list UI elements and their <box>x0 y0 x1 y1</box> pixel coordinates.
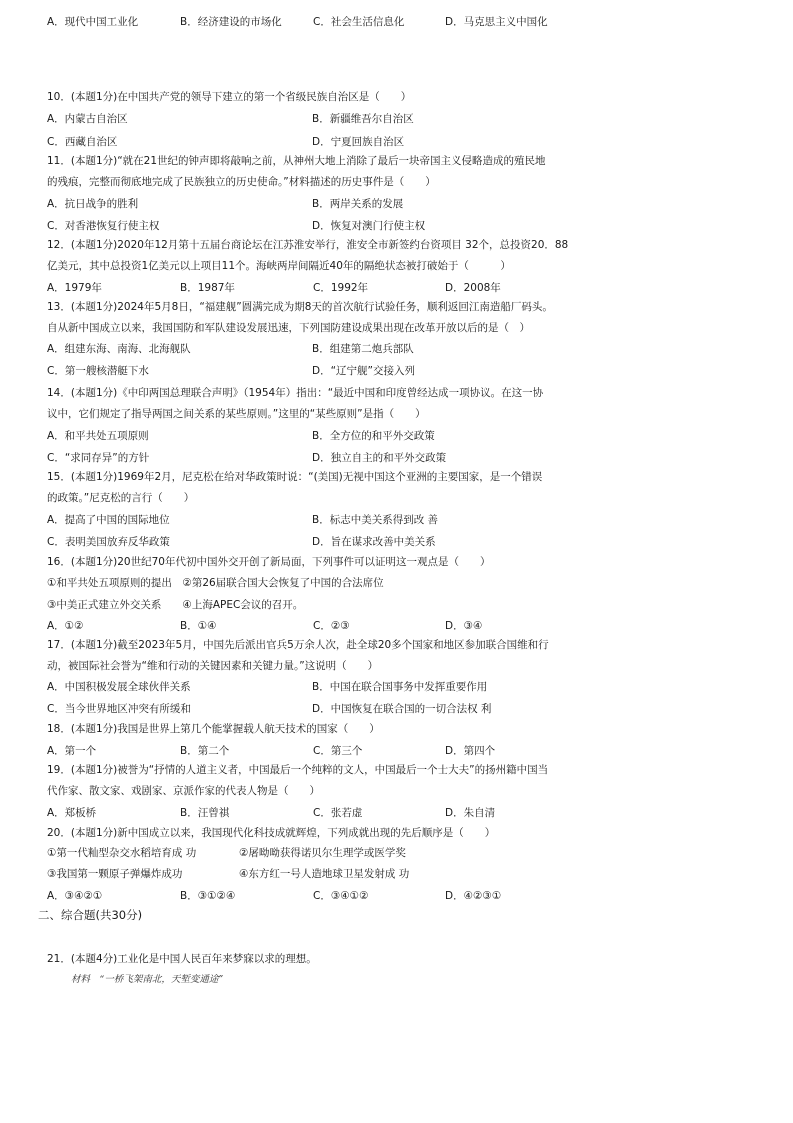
option-d: D．2008年 <box>445 282 501 294</box>
q20-item-1: ①第一代籼型杂交水稻培育成 功 <box>47 847 197 859</box>
option-c: C．当今世界地区冲突有所缓和 <box>47 703 191 715</box>
q15-stem-line1: 15．(本题1分)1969年2月，尼克松在给对华政策时说：“(美国)无视中国这个亚洲的主要国家，是一个错误 <box>47 471 543 483</box>
q20-stem: 20．(本题1分)新中国成立以来，我国现代化科技成就辉煌，下列成就出现的先后顺序是（ ） <box>47 827 496 839</box>
option-a: A．内蒙古自治区 <box>47 113 128 125</box>
option-b: B．汪曾祺 <box>180 807 230 819</box>
q14-options-row2 <box>47 451 747 465</box>
option-b: B．标志中美关系得到改 善 <box>312 514 439 526</box>
q16-item-line1: ①和平共处五项原则的提出 ②第26届联合国大会恢复了中国的合法席位 <box>47 577 384 589</box>
q16-item-line2: ③中美正式建立外交关系 ④上海APEC会议的召开。 <box>47 599 304 611</box>
q11-options-row2 <box>47 219 747 233</box>
option-a: A．抗日战争的胜利 <box>47 198 139 210</box>
q18-options <box>47 744 747 758</box>
q14-options-row1 <box>47 429 747 443</box>
option-d: D．朱自清 <box>445 807 496 819</box>
q13-stem-line1: 13．(本题1分)2024年5月8日，“福建舰”圆满完成为期8天的首次航行试验任务，顺利返回江南造船厂码头。 <box>47 301 553 313</box>
q14-stem-line2: 议中，它们规定了指导两国之间关系的某些原则。”这里的“某些原则”是指（ ） <box>47 408 426 420</box>
option-c: C．西藏自治区 <box>47 136 118 148</box>
option-b: B．③①②④ <box>180 890 236 902</box>
q12-stem-line1: 12．(本题1分)2020年12月第十五届台商论坛在江苏淮安举行，淮安全市新签约台资项目 32个，总投资20．88 <box>47 239 569 251</box>
option-a: A．和平共处五项原则 <box>47 430 149 442</box>
option-d: D．④②③① <box>445 890 502 902</box>
q14-stem-line1: 14．(本题1分)《中印两国总理联合声明》（1954年）指出：“最近中国和印度曾经达成一项协议。在这一协 <box>47 387 544 399</box>
option-a: A．1979年 <box>47 282 102 294</box>
q20-item-4: ④东方红一号人造地球卫星发射成 功 <box>239 868 410 880</box>
option-c: C．张若虚 <box>313 807 363 819</box>
option-c: C．第三个 <box>313 745 363 757</box>
section-title: 二、综合题(共30分) <box>38 908 143 922</box>
q11-stem-line2: 的残痕，完整而彻底地完成了民族独立的历史使命。”材料描述的历史事件是（ ） <box>47 176 436 188</box>
option-c: C．“求同存异”的方针 <box>47 452 150 464</box>
option-a: A．第一个 <box>47 745 97 757</box>
option-a: A．③④②① <box>47 890 103 902</box>
option-d: D．独立自主的和平外交政策 <box>312 452 447 464</box>
q17-stem-line1: 17．(本题1分)截至2023年5月，中国先后派出官兵5万余人次，赴全球20多个国家和地区参加联合国维和行 <box>47 639 549 651</box>
q15-stem-line2: 的政策。”尼克松的言行（ ） <box>47 492 195 504</box>
q13-options-row1 <box>47 342 747 356</box>
option-b: B．全方位的和平外交政策 <box>312 430 435 442</box>
q15-options-row1 <box>47 513 747 527</box>
q19-stem-line2: 代作家、散文家、戏剧家、京派作家的代表人物是（ ） <box>47 785 320 797</box>
option-b: B．第二个 <box>180 745 230 757</box>
option-c: C．对香港恢复行使主权 <box>47 220 160 232</box>
q18-stem: 18．(本题1分)我国是世界上第几个能掌握载人航天技术的国家（ ） <box>47 723 380 735</box>
option-b: B．1987年 <box>180 282 235 294</box>
option-b: B．新疆维吾尔自治区 <box>312 113 414 125</box>
option-d: D．“辽宁舰”交接入列 <box>312 365 415 377</box>
option-d: D．马克思主义中国化 <box>445 16 548 28</box>
option-d: D．中国恢复在联合国的一切合法权 利 <box>312 703 492 715</box>
q17-options-row2 <box>47 702 747 716</box>
option-c: C．社会生活信息化 <box>313 16 405 28</box>
q10-stem: 10．(本题1分)在中国共产党的领导下建立的第一个省级民族自治区是（ ） <box>47 91 412 103</box>
q9-options <box>47 15 747 29</box>
q10-options-row2 <box>47 135 747 149</box>
option-a: A．现代中国工业化 <box>47 16 139 28</box>
q21-stem: 21．(本题4分)工业化是中国人民百年来梦寐以求的理想。 <box>47 953 317 965</box>
option-a: A．组建东海、南海、北海舰队 <box>47 343 191 355</box>
q12-options <box>47 281 747 295</box>
q11-stem-line1: 11．(本题1分)“就在21世纪的钟声即将敲响之前，从神州大地上消除了最后一块帝国主义侵略造成的殖民地 <box>47 155 546 167</box>
option-a: A．提高了中国的国际地位 <box>47 514 170 526</box>
option-b: B．经济建设的市场化 <box>180 16 282 28</box>
q13-options-row2 <box>47 364 747 378</box>
q21-material: 材料 “一桥飞架南北，天堑变通途” <box>71 974 224 985</box>
option-d: D．宁夏回族自治区 <box>312 136 405 148</box>
q11-options-row1 <box>47 197 747 211</box>
option-b: B．中国在联合国事务中发挥重要作用 <box>312 681 488 693</box>
option-b: B．两岸关系的发展 <box>312 198 404 210</box>
q13-stem-line2: 自从新中国成立以来，我国国防和军队建设发展迅速，下列国防建设成果出现在改革开放以后的是（ ） <box>47 322 530 334</box>
option-d: D．恢复对澳门行使主权 <box>312 220 426 232</box>
q17-stem-line2: 动，被国际社会誉为“维和行动的关键因素和关键力量。”这说明（ ） <box>47 660 379 672</box>
q20-item-3: ③我国第一颗原子弹爆炸成功 <box>47 868 183 880</box>
q20-items-row1 <box>47 846 747 860</box>
option-d: D．第四个 <box>445 745 496 757</box>
option-c: C．②③ <box>313 620 350 632</box>
option-d: D．③④ <box>445 620 483 632</box>
q15-options-row2 <box>47 535 747 549</box>
q20-items-row2 <box>47 867 747 881</box>
q12-stem-line2: 亿美元，其中总投资1亿美元以上项目11个。海峡两岸间隔近40年的隔绝状态被打破始于（ ） <box>47 260 511 272</box>
option-a: A．①② <box>47 620 84 632</box>
q20-item-2: ②屠呦呦获得诺贝尔生理学或医学奖 <box>239 847 406 859</box>
option-b: B．组建第二炮兵部队 <box>312 343 414 355</box>
option-c: C．表明美国放弃反华政策 <box>47 536 170 548</box>
q20-options <box>47 889 747 903</box>
option-a: A．中国积极发展全球伙伴关系 <box>47 681 191 693</box>
q17-options-row1 <box>47 680 747 694</box>
q19-options <box>47 806 747 820</box>
option-d: D．旨在谋求改善中美关系 <box>312 536 436 548</box>
q10-options-row1 <box>47 112 747 126</box>
q19-stem-line1: 19．(本题1分)被誉为“抒情的人道主义者，中国最后一个纯粹的文人，中国最后一个士大夫”的扬州籍中国当 <box>47 764 549 776</box>
option-a: A．郑板桥 <box>47 807 97 819</box>
q16-options <box>47 619 747 633</box>
q16-stem: 16．(本题1分)20世纪70年代初中国外交开创了新局面，下列事件可以证明这一观点是（ ） <box>47 556 491 568</box>
option-b: B．①④ <box>180 620 217 632</box>
option-c: C．③④①② <box>313 890 369 902</box>
option-c: C．1992年 <box>313 282 369 294</box>
option-c: C．第一艘核潜艇下水 <box>47 365 149 377</box>
